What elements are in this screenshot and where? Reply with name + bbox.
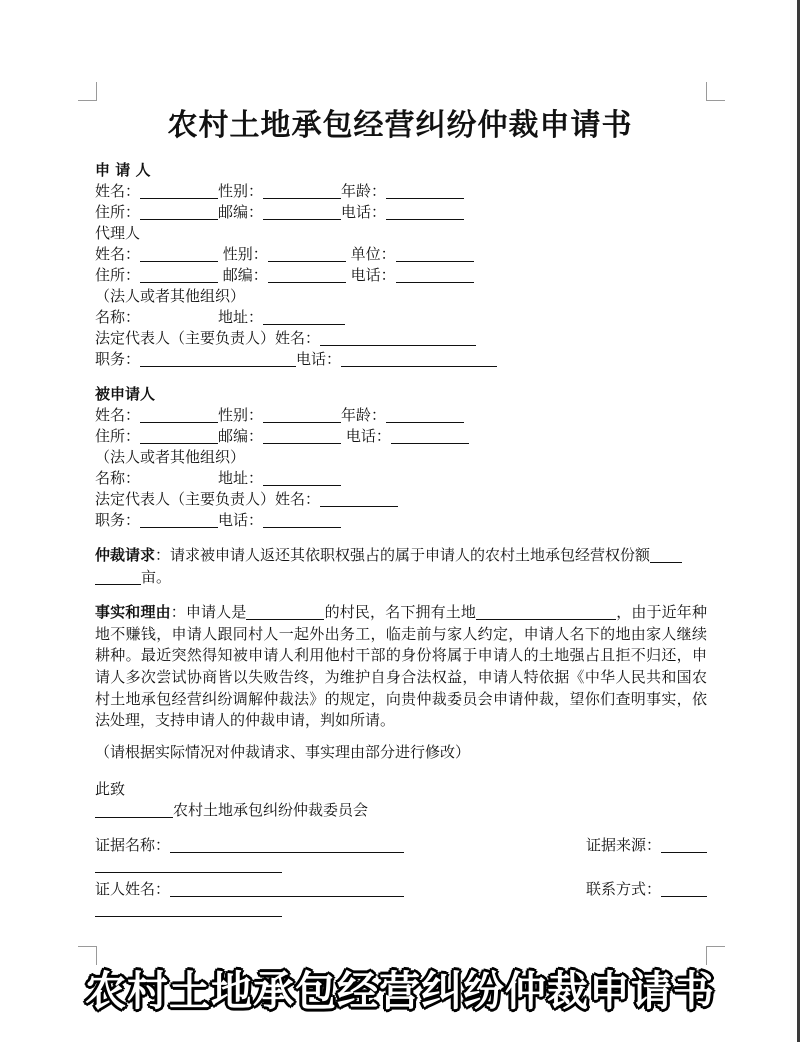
closing-committee-row <box>95 800 707 821</box>
agent-heading: 代理人 <box>95 224 141 242</box>
applicant-address-field[interactable] <box>140 204 218 220</box>
respondent-org-location-field[interactable] <box>263 470 341 486</box>
crop-mark-top-left <box>78 82 97 101</box>
claim-unit: 亩。 <box>141 567 172 586</box>
evidence-source-label: 证据来源： <box>585 835 661 854</box>
claim-label: 仲裁请求 <box>95 546 156 564</box>
agent-gender-field[interactable] <box>268 246 346 262</box>
closing-to: 此致 <box>95 779 126 798</box>
respondent-org-rep-field[interactable] <box>320 491 398 507</box>
respondent-gender-label: 性别： <box>218 406 264 424</box>
respondent-name-field[interactable] <box>140 407 218 423</box>
applicant-postcode-label: 邮编： <box>218 203 264 221</box>
respondent-postcode-label: 邮编： <box>218 427 264 445</box>
respondent-org-title-spacer <box>140 470 218 486</box>
respondent-org-row-3 <box>95 510 707 531</box>
facts-text-1: ：申请人是 <box>170 603 247 622</box>
agent-row-2 <box>95 265 707 286</box>
applicant-row-2 <box>95 202 707 223</box>
org-row-3 <box>95 349 707 370</box>
applicant-heading: 申 请 人 <box>95 161 151 179</box>
org-position-label: 职务： <box>95 350 141 368</box>
org-row-1 <box>95 307 707 328</box>
org-title-spacer <box>140 309 218 325</box>
edit-note: （请根据实际情况对仲裁请求、事实理由部分进行修改） <box>95 742 471 761</box>
witness-row <box>95 879 707 900</box>
evidence-extra-field[interactable] <box>95 857 282 873</box>
committee-name-field[interactable] <box>95 802 173 818</box>
facts-label: 事实和理由 <box>95 603 171 622</box>
witness-name-label: 证人姓名： <box>95 879 171 898</box>
org-phone-label: 电话： <box>296 350 342 368</box>
document-body <box>95 160 707 921</box>
agent-phone-field[interactable] <box>396 267 474 283</box>
facts-text-3: ，由于近年种地不赚钱，申请人跟同村人一起外出务工，临走前与家人约定，申请人名下的地由家人继续耕种。最近突然得知被申请人利用他村干部的身份将属于申请人的土地强占且拒不归还，申请人多次尝试协商皆以失败告终，为维护自身合法权益，申请人特依据《中华人民共和国农村土地承包经营纠纷调解仲裁法》的规定，向贵仲裁委员会申请仲裁，望你们查明事实，依法处理，支持申请人的仲裁申请，判如所请。 <box>95 603 707 730</box>
agent-phone-label: 电话： <box>350 266 396 284</box>
applicant-phone-field[interactable] <box>386 204 464 220</box>
respondent-row-2 <box>95 426 707 447</box>
agent-postcode-label: 邮编： <box>222 266 268 284</box>
agent-address-label: 住所： <box>95 266 141 284</box>
evidence-name-label: 证据名称： <box>95 835 171 854</box>
respondent-org-location-label: 地址： <box>218 469 264 487</box>
respondent-phone-label: 电话： <box>345 427 391 445</box>
witness-name-field[interactable] <box>170 881 404 897</box>
respondent-org-position-label: 职务： <box>95 511 141 529</box>
respondent-org-row-2 <box>95 489 707 510</box>
evidence-extra-line <box>95 856 707 877</box>
org-title-label: 名称： <box>95 308 141 326</box>
agent-name-label: 姓名： <box>95 245 141 263</box>
org-rep-label: 法定代表人（主要负责人）姓名： <box>95 329 321 347</box>
applicant-name-label: 姓名： <box>95 182 141 200</box>
witness-contact-field[interactable] <box>661 881 707 897</box>
respondent-address-field[interactable] <box>140 428 218 444</box>
facts-paragraph <box>95 602 707 732</box>
facts-village-field[interactable] <box>246 604 324 620</box>
org-rep-field[interactable] <box>320 330 476 346</box>
respondent-age-label: 年龄： <box>341 406 387 424</box>
respondent-postcode-field[interactable] <box>263 428 341 444</box>
respondent-row-1 <box>95 405 707 426</box>
respondent-gender-field[interactable] <box>263 407 341 423</box>
overlay-caption: 农村土地承包经营纠纷仲裁申请书 <box>85 967 715 1015</box>
agent-address-field[interactable] <box>140 267 218 283</box>
applicant-gender-field[interactable] <box>263 183 341 199</box>
applicant-phone-label: 电话： <box>341 203 387 221</box>
respondent-heading: 被申请人 <box>95 385 156 403</box>
witness-contact-label: 联系方式： <box>585 879 661 898</box>
respondent-org-row-1 <box>95 468 707 489</box>
evidence-name-field[interactable] <box>170 837 404 853</box>
applicant-age-field[interactable] <box>386 183 464 199</box>
org-location-label: 地址： <box>218 308 264 326</box>
claim-text: ：请求被申请人返还其依职权强占的属于申请人的农村土地承包经营权份额 <box>155 546 651 564</box>
claim-paragraph <box>95 545 707 588</box>
org-row-2 <box>95 328 707 349</box>
applicant-address-label: 住所： <box>95 203 141 221</box>
applicant-postcode-field[interactable] <box>263 204 341 220</box>
agent-unit-label: 单位： <box>350 245 396 263</box>
agent-gender-label: 性别： <box>222 245 268 263</box>
respondent-name-label: 姓名： <box>95 406 141 424</box>
witness-extra-line <box>95 900 707 921</box>
evidence-row <box>95 835 707 856</box>
agent-unit-field[interactable] <box>396 246 474 262</box>
facts-land-field[interactable] <box>476 604 616 620</box>
applicant-age-label: 年龄： <box>341 182 387 200</box>
org-phone-field[interactable] <box>341 351 497 367</box>
agent-row-1 <box>95 244 707 265</box>
respondent-org-phone-label: 电话： <box>218 511 264 529</box>
closing-committee: 农村土地承包纠纷仲裁委员会 <box>173 800 369 819</box>
respondent-org-note: （法人或者其他组织） <box>95 448 246 466</box>
respondent-age-field[interactable] <box>386 407 464 423</box>
respondent-phone-field[interactable] <box>391 428 469 444</box>
agent-name-field[interactable] <box>140 246 218 262</box>
claim-amount-field-b[interactable] <box>95 569 141 585</box>
claim-amount-field-a[interactable] <box>650 547 682 563</box>
respondent-org-phone-field[interactable] <box>263 512 341 528</box>
org-note: （法人或者其他组织） <box>95 287 246 305</box>
evidence-source-field[interactable] <box>661 837 707 853</box>
respondent-org-rep-label: 法定代表人（主要负责人）姓名： <box>95 490 321 508</box>
crop-mark-top-right <box>706 82 725 101</box>
applicant-gender-label: 性别： <box>218 182 264 200</box>
facts-text-2: 的村民，名下拥有土地 <box>324 603 477 622</box>
document-title: 农村土地承包经营纠纷仲裁申请书 <box>167 108 633 143</box>
applicant-name-field[interactable] <box>140 183 218 199</box>
org-position-field[interactable] <box>140 351 296 367</box>
org-location-field[interactable] <box>263 309 345 325</box>
witness-extra-field[interactable] <box>95 901 282 917</box>
respondent-address-label: 住所： <box>95 427 141 445</box>
applicant-row-1 <box>95 181 707 202</box>
agent-postcode-field[interactable] <box>268 267 346 283</box>
respondent-org-title-label: 名称： <box>95 469 141 487</box>
respondent-org-position-field[interactable] <box>140 512 218 528</box>
